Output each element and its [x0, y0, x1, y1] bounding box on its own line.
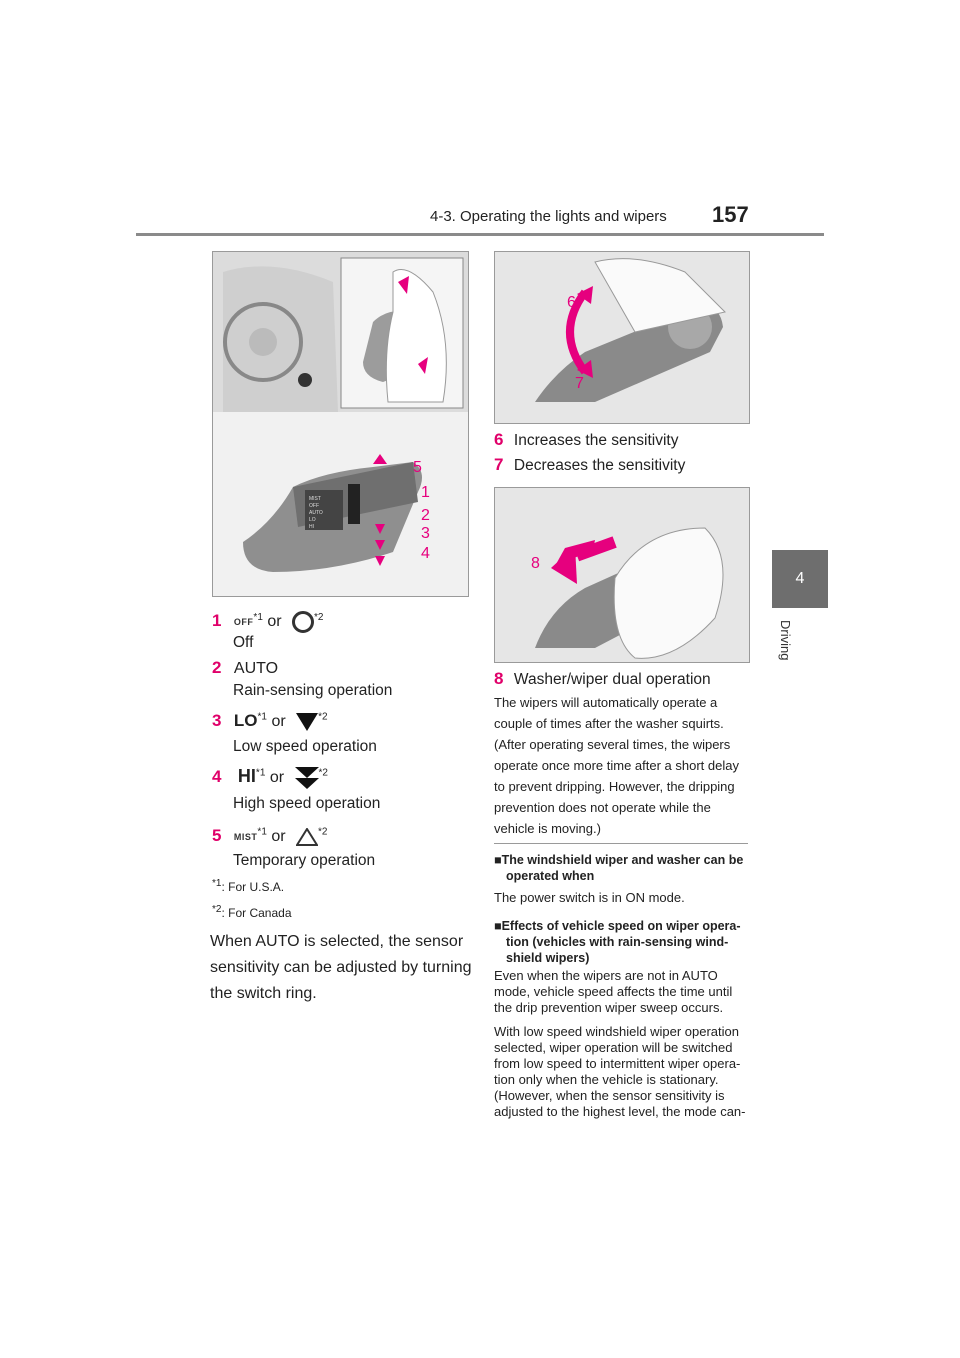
footnote-mark: *2	[212, 904, 222, 915]
heading-line: tion (vehicles with rain-sensing wind-	[506, 935, 729, 949]
or-label: or	[271, 828, 286, 845]
item-number: 4	[212, 767, 222, 786]
footnote-ref: *1	[257, 826, 267, 838]
or-label: or	[269, 769, 285, 786]
item-8	[494, 669, 711, 689]
para-line: mode, vehicle speed affects the time until	[494, 984, 733, 999]
note-line: operate once more time after a short delay	[494, 758, 739, 773]
lever-label-mist: MIST	[309, 496, 321, 502]
para-line: With low speed windshield wiper operation	[494, 1024, 739, 1039]
item-number: 5	[212, 826, 222, 845]
footnote-ref: *2	[318, 711, 328, 723]
section2-paragraph-2	[494, 1024, 754, 1120]
footnote-1	[212, 878, 284, 894]
item-number: 8	[494, 669, 504, 688]
item-8-desc: Washer/wiper dual operation	[513, 671, 711, 688]
mist-icon: MIST	[233, 831, 258, 842]
lever-label-hi: HI	[309, 524, 314, 530]
item-number: 3	[212, 711, 222, 730]
para-line: adjusted to the highest level, the mode can-	[494, 1104, 746, 1119]
item-6-desc: Increases the sensitivity	[513, 432, 679, 449]
lo-canada-icon	[296, 713, 318, 731]
washer-illustration	[495, 488, 749, 662]
callout-1: 1	[421, 484, 430, 501]
item-2-desc: Rain-sensing operation	[233, 682, 393, 699]
item-3	[212, 711, 328, 731]
section-divider	[494, 843, 748, 844]
auto-label: AUTO	[233, 660, 279, 677]
footnote-ref: *2	[318, 767, 328, 779]
item-number: 1	[212, 611, 222, 631]
item-1-desc: Off	[233, 634, 254, 651]
hi-canada-icon	[295, 767, 319, 789]
wiper-lever-illustration	[213, 252, 468, 596]
item-7-desc: Decreases the sensitivity	[513, 457, 686, 474]
or-label: or	[271, 713, 286, 730]
washer-note	[494, 692, 754, 839]
note-line: vehicle is moving.)	[494, 821, 601, 836]
item-5	[212, 826, 327, 846]
item-number: 6	[494, 430, 504, 449]
item-number: 2	[212, 658, 222, 677]
note-line: (After operating several times, the wipers	[494, 737, 731, 752]
para-line: the drip prevention wiper sweep occurs.	[494, 1000, 724, 1015]
para-line: tion only when the vehicle is stationary.	[494, 1072, 719, 1087]
heading-line: Effects of vehicle speed on wiper opera-	[501, 919, 741, 933]
heading-line: The windshield wiper and washer can be	[501, 853, 744, 867]
item-1	[212, 611, 323, 633]
or-label: or	[267, 613, 282, 631]
callout-2: 2	[421, 507, 430, 524]
note-line: couple of times after the washer squirts.	[494, 716, 724, 731]
footnote-mark: *1	[212, 878, 222, 889]
section2-paragraph-1	[494, 968, 754, 1016]
callout-7: 7	[575, 375, 584, 392]
section-heading-vehicle-speed	[494, 918, 754, 966]
para-line: from low speed to intermittent wiper opera-	[494, 1056, 741, 1071]
chapter-tab[interactable]	[772, 550, 828, 608]
section-title: 4-3. Operating the lights and wipers	[430, 208, 667, 225]
note-line: to prevent dripping. However, the dripping	[494, 779, 735, 794]
footnote-2	[212, 904, 292, 920]
item-5-desc: Temporary operation	[233, 852, 376, 869]
lever-label-auto: AUTO	[309, 510, 323, 516]
heading-line: operated when	[506, 869, 595, 883]
item-4	[212, 766, 328, 789]
footnote-ref: *1	[253, 611, 263, 623]
callout-4: 4	[421, 545, 430, 562]
lo-icon: LO	[233, 711, 258, 730]
footnote-ref: *1	[257, 711, 267, 723]
page-number: 157	[712, 202, 749, 227]
paragraph-line: sensitivity can be adjusted by turning	[210, 959, 472, 976]
callout-6: 6	[567, 294, 576, 311]
wiper-lever-figure	[212, 251, 469, 597]
footnote-ref: *2	[314, 611, 324, 623]
footnote-ref: *1	[255, 767, 266, 779]
washer-figure	[494, 487, 750, 663]
square-bullet-icon: ■	[494, 853, 502, 867]
para-line: selected, wiper operation will be switched	[494, 1040, 733, 1055]
lever-label-off: OFF	[309, 503, 319, 509]
para-line: (However, when the sensor sensitivity is	[494, 1088, 725, 1103]
item-7	[494, 455, 685, 475]
section-heading-operable-when	[494, 852, 754, 884]
paragraph-line: When AUTO is selected, the sensor	[210, 933, 464, 950]
sensitivity-paragraph	[210, 929, 475, 1007]
mist-canada-icon	[296, 828, 318, 846]
callout-3: 3	[421, 525, 430, 542]
footnote-ref: *2	[318, 826, 328, 838]
chapter-number: 4	[795, 570, 805, 587]
footnote-text: : For U.S.A.	[221, 880, 285, 894]
off-canada-icon	[292, 611, 314, 633]
chapter-name: Driving	[778, 620, 793, 661]
callout-8: 8	[531, 555, 540, 572]
para-line: Even when the wipers are not in AUTO	[494, 968, 718, 983]
off-icon: OFF	[233, 617, 254, 627]
item-2	[212, 658, 278, 678]
heading-line: shield wipers)	[506, 951, 590, 965]
footnote-text: : For Canada	[221, 906, 292, 920]
sensitivity-ring-figure	[494, 251, 750, 424]
item-number: 7	[494, 455, 504, 474]
note-line: prevention does not operate while the	[494, 800, 711, 815]
square-bullet-icon: ■	[494, 919, 502, 933]
item-3-desc: Low speed operation	[233, 738, 377, 755]
hi-icon: HI	[237, 766, 256, 786]
section1-body: The power switch is in ON mode.	[494, 890, 685, 905]
callout-5: 5	[413, 459, 422, 476]
paragraph-line: the switch ring.	[210, 985, 317, 1002]
item-4-desc: High speed operation	[233, 795, 381, 812]
lever-label-lo: LO	[309, 517, 316, 523]
note-line: The wipers will automatically operate a	[494, 695, 718, 710]
sensitivity-ring-illustration	[495, 252, 749, 423]
item-6	[494, 430, 678, 450]
header-rule	[136, 233, 824, 236]
